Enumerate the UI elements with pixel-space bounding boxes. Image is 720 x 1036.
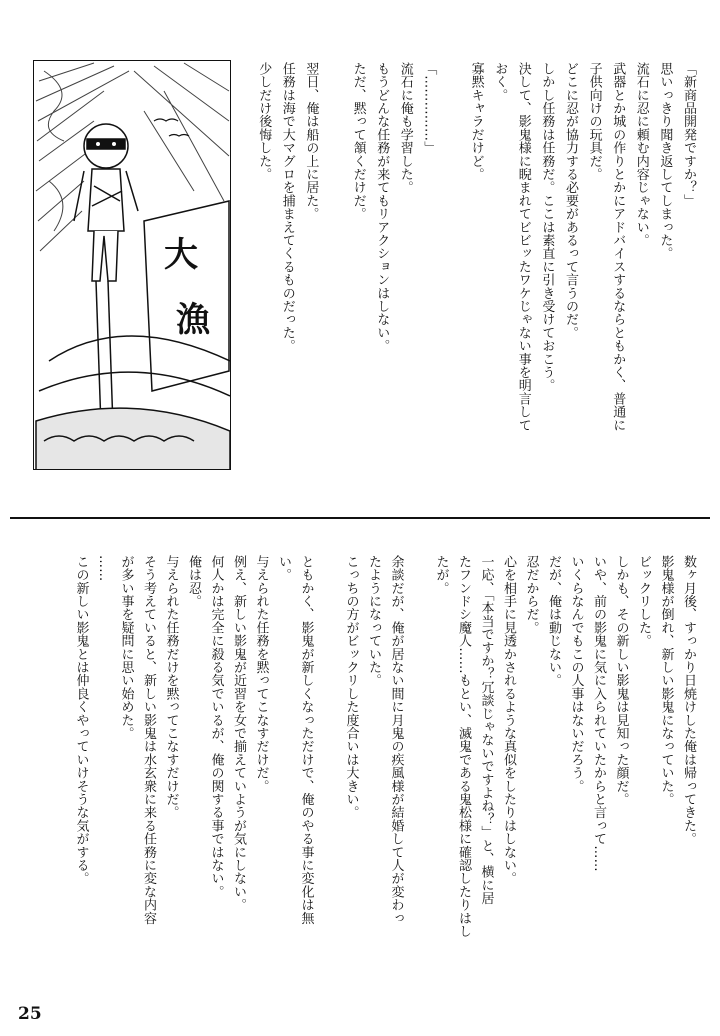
text-column: い。 xyxy=(276,555,291,582)
text-column: 余談だが、俺が居ない間に月鬼の疾風様が結婚して人が変わっ xyxy=(388,555,404,925)
text-column: 「新商品開発ですか？」 xyxy=(681,62,696,208)
text-column: ビックリした。 xyxy=(636,555,651,648)
text-column: 心を相手に見透かされるような真似をしたりはしない。 xyxy=(501,555,516,885)
text-column: ともかく、影鬼が新しくなっただけで、俺のやる事に変化は無 xyxy=(298,555,314,925)
sign-char-1: 大 xyxy=(164,235,198,275)
text-column: たフンドシ魔人……もとい、滅鬼である鬼松様に確認したりはし xyxy=(456,555,471,938)
text-column: 決して、影鬼様に睨まれてビビッたワケじゃない事を明言して xyxy=(515,62,531,432)
text-column: 流石に忍に頼む内容じゃない。 xyxy=(633,62,649,247)
text-column: 与えられた任務を黙ってこなすだけだ。 xyxy=(253,555,269,793)
sign-char-2: 漁 xyxy=(176,300,210,340)
text-column: 忍だからだ。 xyxy=(523,555,539,635)
text-column: おく。 xyxy=(492,62,508,102)
page-number: 25 xyxy=(18,1004,42,1024)
text-column: 寡黙キャラだけど。 xyxy=(468,62,484,181)
text-column: そう考えていると、新しい影鬼は水玄衆に来る任務に変な内容 xyxy=(141,555,156,925)
text-column: 少しだけ後悔した。 xyxy=(256,62,272,181)
text-column: 影鬼様が倒れ、新しい影鬼になっていた。 xyxy=(658,555,674,806)
text-column: 例え、新しい影鬼が近習を女で揃えていようが気にしない。 xyxy=(231,555,246,912)
text-column: 思いっきり聞き返してしまった。 xyxy=(657,62,673,260)
text-column: いや、前の影鬼に気に入られていたからと言って…… xyxy=(591,555,606,872)
text-column: 数ヶ月後、すっかり日焼けした俺は帰ってきた。 xyxy=(681,555,696,846)
text-column: 「……………」 xyxy=(421,62,437,155)
text-column: 与えられた任務だけを黙ってこなすだけだ。 xyxy=(163,555,179,819)
text-column: 翌日、俺は船の上に居た。 xyxy=(303,62,319,221)
text-column: 子供向けの玩具だ。 xyxy=(586,62,602,181)
text-column: だが、俺は動じない。 xyxy=(546,555,561,687)
section-divider xyxy=(10,517,710,519)
text-column: 任務は海で大マグロを捕まえてくるものだった。 xyxy=(279,62,295,353)
text-column: もうどんな任務が来てもリアクションはしない。 xyxy=(374,62,390,353)
text-column: が多い事を疑問に思い始めた。 xyxy=(118,555,134,740)
text-column: 何人かは完全に殺る気でいるが、俺の関する事ではない。 xyxy=(208,555,224,899)
text-column: ただ、黙って頷くだけだ。 xyxy=(350,62,366,221)
text-column: いくらなんでもこの人事はないだろう。 xyxy=(568,555,584,793)
text-column: しかし任務は任務だ。ここは素直に引き受けておこう。 xyxy=(539,62,555,392)
text-column: 一応、「本当ですか？冗談じゃないですよね？」と、横に居 xyxy=(478,555,494,905)
text-column: …… xyxy=(96,555,111,582)
text-column: しかも、その新しい影鬼は見知った顔だ。 xyxy=(613,555,629,806)
text-column: 流石に俺も学習した。 xyxy=(397,62,413,194)
text-column: たが。 xyxy=(433,555,449,595)
text-column: どこに忍が協力する必要があるって言うのだ。 xyxy=(563,62,578,340)
manga-panel xyxy=(33,60,231,470)
text-column: たようになっていた。 xyxy=(366,555,381,687)
text-column: この新しい影鬼とは仲良くやっていけそうな気がする。 xyxy=(73,555,89,885)
text-column: 武器とか城の作りとかにアドバイスするならともかく、普通に xyxy=(610,62,626,432)
ninja-on-boat-illustration xyxy=(34,61,231,470)
text-column: こっちの方がビックリした度合いは大きい。 xyxy=(343,555,359,819)
text-column: 俺は忍。 xyxy=(186,555,201,608)
